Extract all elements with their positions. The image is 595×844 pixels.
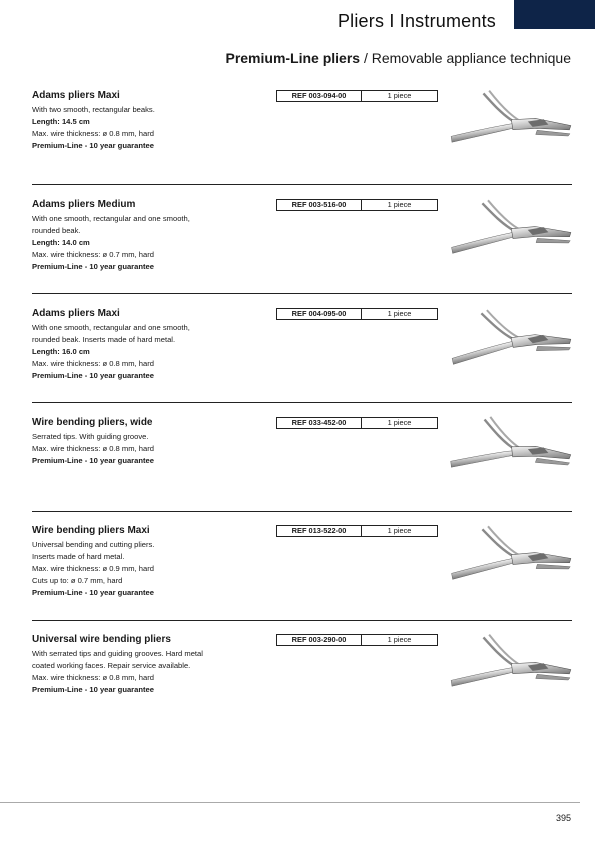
ref-code: REF 003-516-00: [277, 200, 362, 210]
ref-code: REF 013-522-00: [277, 526, 362, 536]
universal-wire-bending-pliers-image: [448, 628, 573, 704]
ref-box: [276, 417, 438, 429]
product-spec-line: Max. wire thickness: ø 0.8 mm, hard: [32, 444, 154, 453]
product-spec-bold: Premium-Line - 10 year guarantee: [32, 262, 154, 271]
footer-divider: [0, 802, 580, 803]
product-name: Adams pliers Medium: [32, 199, 136, 210]
ref-code: REF 033-452-00: [277, 418, 362, 428]
product-spec-line: Serrated tips. With guiding groove.: [32, 432, 149, 441]
ref-quantity: 1 piece: [387, 309, 412, 318]
adams-pliers-medium-image: [448, 193, 573, 269]
product-spec-bold: Premium-Line - 10 year guarantee: [32, 685, 154, 694]
product-spec-line: rounded beak. Inserts made of hard metal.: [32, 335, 176, 344]
section-subtitle: [225, 50, 571, 66]
ref-quantity: 1 piece: [387, 418, 412, 427]
pliers-drawing: [448, 84, 573, 160]
product-spec-bold: Length: 14.5 cm: [32, 117, 90, 126]
product-entry: [32, 199, 572, 307]
product-entry: [32, 308, 572, 416]
page-header-title: Pliers I Instruments: [337, 11, 496, 31]
product-name: Wire bending pliers Maxi: [32, 525, 150, 536]
product-spec-line: Max. wire thickness: ø 0.8 mm, hard: [32, 359, 154, 368]
pliers-drawing: [448, 193, 573, 269]
ref-code: REF 003-290-00: [277, 635, 362, 645]
ref-quantity: 1 piece: [387, 635, 412, 644]
ref-code: REF 003-094-00: [277, 91, 362, 101]
pliers-drawing: [448, 411, 573, 487]
product-divider: [32, 620, 572, 621]
pliers-drawing: [448, 302, 573, 378]
product-entry: [32, 90, 572, 198]
product-spec-line: Inserts made of hard metal.: [32, 552, 125, 561]
product-spec-bold: Length: 16.0 cm: [32, 347, 90, 356]
product-spec-bold: Length: 14.0 cm: [32, 238, 90, 247]
product-spec-line: rounded beak.: [32, 226, 81, 235]
product-divider: [32, 402, 572, 403]
subtitle-bold: Premium-Line pliers: [225, 50, 361, 66]
product-divider: [32, 511, 572, 512]
subtitle-rest: / Removable appliance technique: [360, 50, 571, 66]
ref-quantity: 1 piece: [387, 200, 412, 209]
product-spec-line: Cuts up to: ø 0.7 mm, hard: [32, 576, 123, 585]
product-divider: [32, 184, 572, 185]
product-spec-line: With serrated tips and guiding grooves. Hard metal: [32, 649, 203, 658]
product-entry: [32, 525, 572, 633]
product-name: Wire bending pliers, wide: [32, 417, 153, 428]
product-entry: [32, 417, 572, 525]
ref-box: [276, 90, 438, 102]
product-name: Adams pliers Maxi: [32, 308, 120, 319]
product-spec-line: coated working faces. Repair service available.: [32, 661, 191, 670]
product-entry: [32, 634, 572, 742]
product-spec-bold: Premium-Line - 10 year guarantee: [32, 456, 154, 465]
product-spec-line: Max. wire thickness: ø 0.7 mm, hard: [32, 250, 154, 259]
ref-box: [276, 634, 438, 646]
wire-bending-pliers-wide-image: [448, 411, 573, 487]
product-spec-line: With one smooth, rectangular and one smooth,: [32, 214, 190, 223]
adams-pliers-maxi-image: [448, 84, 573, 160]
ref-quantity: 1 piece: [387, 91, 412, 100]
product-spec-line: Max. wire thickness: ø 0.9 mm, hard: [32, 564, 154, 573]
pliers-drawing: [448, 628, 573, 704]
ref-box: [276, 525, 438, 537]
ref-box: [276, 199, 438, 211]
product-spec-line: Max. wire thickness: ø 0.8 mm, hard: [32, 129, 154, 138]
product-spec-line: With one smooth, rectangular and one smooth,: [32, 323, 190, 332]
page-number: 395: [555, 813, 571, 823]
product-spec-bold: Premium-Line - 10 year guarantee: [32, 141, 154, 150]
ref-box: [276, 308, 438, 320]
pliers-drawing: [448, 519, 573, 595]
product-spec-line: Universal bending and cutting pliers.: [32, 540, 155, 549]
header-color-block: [514, 0, 595, 29]
product-spec-bold: Premium-Line - 10 year guarantee: [32, 371, 154, 380]
ref-code: REF 004-095-00: [277, 309, 362, 319]
ref-quantity: 1 piece: [387, 526, 412, 535]
product-spec-bold: Premium-Line - 10 year guarantee: [32, 588, 154, 597]
adams-pliers-maxi-hard-metal-image: [448, 302, 573, 378]
product-divider: [32, 293, 572, 294]
product-spec-line: With two smooth, rectangular beaks.: [32, 105, 155, 114]
product-spec-line: Max. wire thickness: ø 0.8 mm, hard: [32, 673, 154, 682]
product-name: Adams pliers Maxi: [32, 90, 120, 101]
product-name: Universal wire bending pliers: [32, 634, 171, 645]
wire-bending-pliers-maxi-image: [448, 519, 573, 595]
